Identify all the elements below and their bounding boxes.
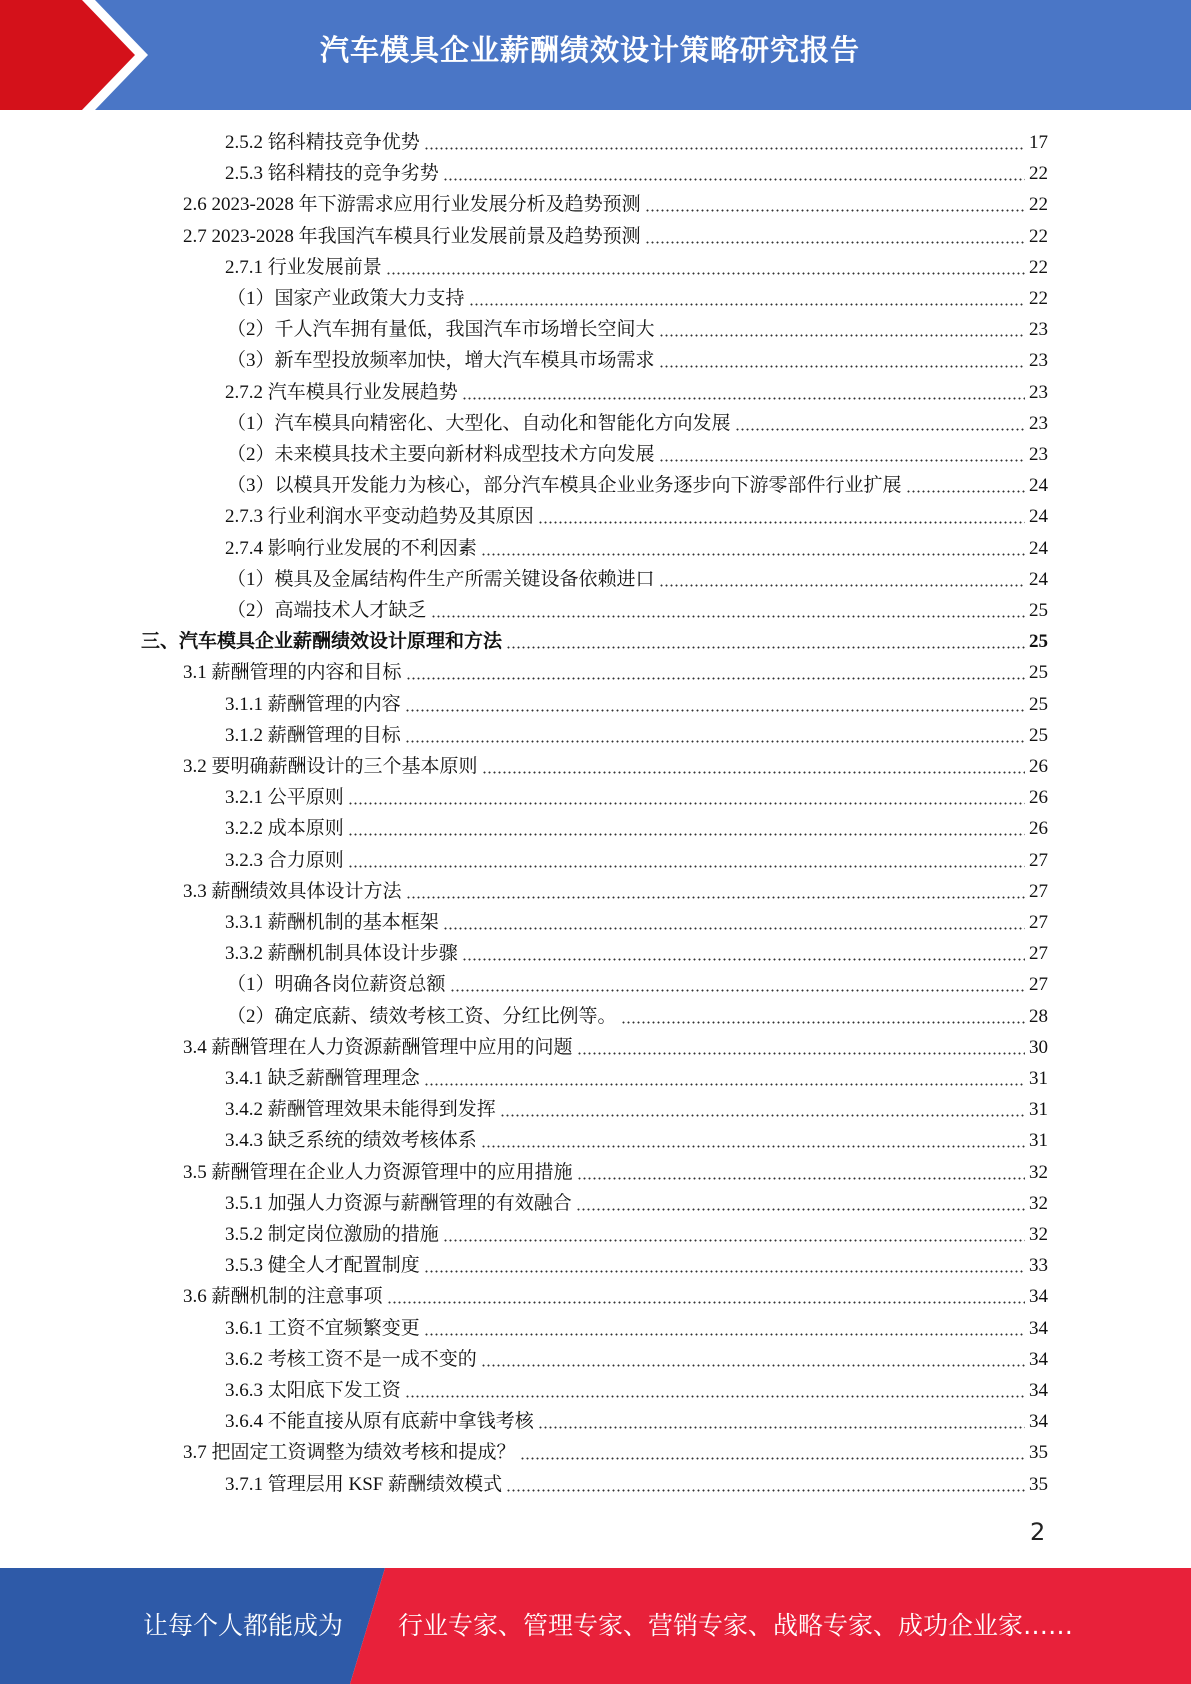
page-footer bbox=[0, 1568, 1191, 1684]
toc-dot-leader bbox=[386, 272, 1025, 275]
toc-entry-title: 3.4.1 缺乏薪酬管理理念 bbox=[225, 1068, 420, 1089]
toc-entry-title: 3.5.2 制定岗位激励的措施 bbox=[225, 1224, 439, 1245]
toc-entry-title: 2.7.2 汽车模具行业发展趋势 bbox=[225, 381, 458, 403]
toc-dot-leader bbox=[387, 1301, 1025, 1304]
page-header bbox=[0, 0, 1191, 110]
toc-entry[interactable] bbox=[225, 720, 1048, 751]
toc-entry-page: 27 bbox=[1029, 880, 1048, 902]
toc-dot-leader bbox=[450, 989, 1025, 992]
toc-entry-page: 17 bbox=[1029, 132, 1048, 153]
toc-dot-leader bbox=[482, 771, 1025, 774]
toc-entry-title: （1）明确各岗位薪资总额 bbox=[227, 974, 446, 996]
toc-entry-page: 33 bbox=[1029, 1255, 1048, 1277]
toc-entry-title: 3.2.1 公平原则 bbox=[225, 787, 344, 809]
toc-dot-leader bbox=[431, 615, 1025, 618]
toc-entry-title: 3.7 把固定工资调整为绩效考核和提成？ bbox=[183, 1442, 516, 1464]
toc-entry-page: 26 bbox=[1029, 756, 1048, 777]
toc-entry-page: 23 bbox=[1029, 444, 1048, 465]
toc-dot-leader bbox=[506, 646, 1025, 649]
toc-entry[interactable] bbox=[225, 1219, 1048, 1250]
toc-entry[interactable] bbox=[141, 626, 1048, 657]
toc-entry-page: 23 bbox=[1029, 412, 1048, 434]
toc-entry-title: 3.5.1 加强人力资源与薪酬管理的有效融合 bbox=[225, 1192, 572, 1214]
toc-entry-page: 23 bbox=[1029, 381, 1048, 403]
toc-entry-title: 3.4.3 缺乏系统的绩效考核体系 bbox=[225, 1130, 477, 1152]
toc-entry-page: 25 bbox=[1029, 724, 1048, 746]
toc-entry-title: （1）模具及金属结构件生产所需关键设备依赖进口 bbox=[227, 568, 655, 590]
toc-entry-page: 24 bbox=[1029, 475, 1048, 497]
toc-entry-page: 35 bbox=[1029, 1473, 1048, 1495]
toc-entry-title: 2.7.4 影响行业发展的不利因素 bbox=[225, 537, 477, 559]
toc-entry[interactable] bbox=[183, 876, 1048, 907]
toc-dot-leader bbox=[538, 521, 1025, 524]
toc-entry-title: 3.2.3 合力原则 bbox=[225, 849, 344, 871]
toc-entry-page: 25 bbox=[1029, 662, 1048, 684]
toc-entry[interactable] bbox=[227, 408, 1048, 439]
toc-entry[interactable] bbox=[225, 813, 1048, 844]
toc-entry-page: 28 bbox=[1029, 1005, 1048, 1027]
toc-entry-title: 3.6.3 太阳底下发工资 bbox=[225, 1380, 401, 1401]
toc-entry-page: 26 bbox=[1029, 818, 1048, 840]
toc-entry[interactable] bbox=[183, 1437, 1048, 1468]
toc-dot-leader bbox=[406, 896, 1025, 899]
toc-entry[interactable] bbox=[227, 1001, 1048, 1032]
toc-entry-page: 34 bbox=[1029, 1317, 1048, 1339]
toc-dot-leader bbox=[443, 178, 1025, 181]
toc-entry[interactable] bbox=[227, 470, 1048, 501]
toc-dot-leader bbox=[520, 1457, 1025, 1460]
toc-entry-page: 25 bbox=[1029, 631, 1048, 653]
toc-dot-leader bbox=[577, 1177, 1025, 1180]
toc-entry-title: 3.3 薪酬绩效具体设计方法 bbox=[183, 880, 402, 902]
toc-entry[interactable] bbox=[225, 1344, 1048, 1375]
toc-entry-page: 34 bbox=[1029, 1411, 1048, 1433]
toc-entry-title: （2）未来模具技术主要向新材料成型技术方向发展 bbox=[227, 444, 655, 465]
toc-entry[interactable] bbox=[225, 501, 1048, 532]
toc-entry[interactable] bbox=[225, 782, 1048, 813]
toc-entry-title: 2.7 2023-2028 年我国汽车模具行业发展前景及趋势预测 bbox=[183, 225, 641, 247]
footer-slogan-left: 让每个人都能成为 bbox=[143, 1611, 344, 1640]
toc-dot-leader bbox=[645, 209, 1025, 212]
toc-entry[interactable] bbox=[227, 314, 1048, 345]
toc-entry-page: 35 bbox=[1029, 1442, 1048, 1464]
toc-dot-leader bbox=[577, 1052, 1025, 1055]
toc-entry[interactable] bbox=[227, 283, 1048, 314]
toc-dot-leader bbox=[424, 1270, 1025, 1273]
toc-entry-page: 27 bbox=[1029, 943, 1048, 965]
toc-entry[interactable] bbox=[225, 845, 1048, 876]
toc-entry-title: 3.6.1 工资不宜频繁变更 bbox=[225, 1317, 420, 1339]
toc-entry-page: 34 bbox=[1029, 1380, 1048, 1401]
toc-dot-leader bbox=[405, 740, 1025, 743]
toc-dot-leader bbox=[735, 428, 1025, 431]
toc-entry[interactable] bbox=[225, 938, 1048, 969]
toc-dot-leader bbox=[424, 147, 1025, 150]
toc-entry-title: 3.5 薪酬管理在企业人力资源管理中的应用措施 bbox=[183, 1161, 573, 1183]
toc-entry-page: 22 bbox=[1029, 163, 1048, 185]
toc-entry-page: 25 bbox=[1029, 600, 1048, 621]
toc-dot-leader bbox=[659, 365, 1025, 368]
toc-entry-page: 24 bbox=[1029, 568, 1048, 590]
toc-dot-leader bbox=[906, 490, 1025, 493]
toc-entry-title: 3.3.2 薪酬机制具体设计步骤 bbox=[225, 943, 458, 965]
toc-entry[interactable] bbox=[183, 221, 1048, 252]
toc-entry-page: 31 bbox=[1029, 1099, 1048, 1121]
toc-dot-leader bbox=[424, 1333, 1025, 1336]
toc-entry-title: 3.2 要明确薪酬设计的三个基本原则 bbox=[183, 756, 478, 777]
toc-dot-leader bbox=[462, 958, 1025, 961]
toc-entry[interactable] bbox=[225, 907, 1048, 938]
toc-entry[interactable] bbox=[225, 1188, 1048, 1219]
toc-dot-leader bbox=[538, 1426, 1025, 1429]
toc-entry-page: 26 bbox=[1029, 787, 1048, 809]
toc-dot-leader bbox=[621, 1021, 1025, 1024]
toc-dot-leader bbox=[348, 802, 1025, 805]
toc-entry-page: 34 bbox=[1029, 1348, 1048, 1370]
toc-entry-title: （3）以模具开发能力为核心，部分汽车模具企业业务逐步向下游零部件行业扩展 bbox=[227, 475, 902, 497]
toc-dot-leader bbox=[405, 1395, 1025, 1398]
toc-entry-title: 2.7.3 行业利润水平变动趋势及其原因 bbox=[225, 506, 534, 528]
toc-entry[interactable] bbox=[183, 1032, 1048, 1063]
toc-entry[interactable] bbox=[227, 969, 1048, 1000]
toc-dot-leader bbox=[348, 865, 1025, 868]
toc-entry-title: 3.6.4 不能直接从原有底薪中拿钱考核 bbox=[225, 1411, 534, 1433]
toc-entry[interactable] bbox=[183, 1281, 1048, 1312]
toc-entry-page: 24 bbox=[1029, 537, 1048, 559]
toc-entry-title: 3.4 薪酬管理在人力资源薪酬管理中应用的问题 bbox=[183, 1036, 573, 1058]
toc-entry[interactable] bbox=[225, 1469, 1048, 1500]
toc-entry[interactable] bbox=[227, 439, 1048, 470]
toc-entry[interactable] bbox=[225, 252, 1048, 283]
toc-entry-page: 32 bbox=[1029, 1224, 1048, 1245]
footer-slogan-right: 行业专家、管理专家、营销专家、战略专家、成功企业家…… bbox=[398, 1611, 1074, 1640]
toc-entry[interactable] bbox=[225, 689, 1048, 720]
toc-entry-page: 22 bbox=[1029, 256, 1048, 278]
toc-entry-page: 27 bbox=[1029, 849, 1048, 871]
toc-entry[interactable] bbox=[227, 595, 1048, 626]
toc-entry[interactable] bbox=[227, 345, 1048, 376]
toc-dot-leader bbox=[645, 241, 1025, 244]
toc-dot-leader bbox=[469, 303, 1025, 306]
toc-entry-title: 2.6 2023-2028 年下游需求应用行业发展分析及趋势预测 bbox=[183, 194, 641, 216]
toc-entry-page: 27 bbox=[1029, 912, 1048, 933]
toc-entry-page: 22 bbox=[1029, 288, 1048, 309]
toc-dot-leader bbox=[348, 833, 1025, 836]
toc-entry[interactable] bbox=[225, 1250, 1048, 1281]
toc-entry-title: 3.1 薪酬管理的内容和目标 bbox=[183, 662, 402, 684]
toc-dot-leader bbox=[481, 553, 1025, 556]
toc-entry-page: 30 bbox=[1029, 1036, 1048, 1058]
toc-entry[interactable] bbox=[225, 127, 1048, 158]
toc-entry-title: 3.7.1 管理层用 KSF 薪酬绩效模式 bbox=[225, 1473, 503, 1495]
toc-entry[interactable] bbox=[183, 751, 1048, 782]
toc-entry-title: （2）确定底薪、绩效考核工资、分红比例等。 bbox=[227, 1005, 617, 1027]
toc-entry-title: 2.7.1 行业发展前景 bbox=[225, 256, 382, 278]
toc-entry[interactable] bbox=[225, 1125, 1048, 1156]
toc-dot-leader bbox=[500, 1114, 1025, 1117]
toc-entry-title: 三、汽车模具企业薪酬绩效设计原理和方法 bbox=[141, 631, 503, 653]
toc-entry-page: 24 bbox=[1029, 506, 1048, 528]
toc-entry-title: 2.5.2 铭科精技竞争优势 bbox=[225, 132, 420, 153]
toc-entry-title: （1）汽车模具向精密化、大型化、自动化和智能化方向发展 bbox=[227, 412, 731, 434]
toc-entry-page: 23 bbox=[1029, 350, 1048, 372]
toc-entry-page: 34 bbox=[1029, 1286, 1048, 1308]
toc-entry-title: （2）千人汽车拥有量低，我国汽车市场增长空间大 bbox=[227, 319, 655, 341]
toc-entry[interactable] bbox=[183, 189, 1048, 220]
toc-entry-title: 3.6 薪酬机制的注意事项 bbox=[183, 1286, 383, 1308]
toc-entry[interactable] bbox=[225, 1094, 1048, 1125]
toc-entry-title: 3.5.3 健全人才配置制度 bbox=[225, 1255, 420, 1277]
toc-dot-leader bbox=[424, 1083, 1025, 1086]
toc-entry[interactable] bbox=[225, 158, 1048, 189]
toc-dot-leader bbox=[443, 927, 1025, 930]
toc-entry[interactable] bbox=[225, 1313, 1048, 1344]
toc-entry-page: 32 bbox=[1029, 1192, 1048, 1214]
toc-dot-leader bbox=[443, 1239, 1025, 1242]
toc-entry-page: 22 bbox=[1029, 225, 1048, 247]
toc-entry[interactable] bbox=[225, 1406, 1048, 1437]
document-title: 汽车模具企业薪酬绩效设计策略研究报告 bbox=[320, 33, 861, 67]
toc-dot-leader bbox=[406, 677, 1025, 680]
toc-entry-page: 22 bbox=[1029, 194, 1048, 216]
toc-dot-leader bbox=[462, 397, 1025, 400]
toc-entry-title: 3.4.2 薪酬管理效果未能得到发挥 bbox=[225, 1099, 496, 1121]
toc-entry[interactable] bbox=[225, 1375, 1048, 1406]
toc-dot-leader bbox=[481, 1364, 1025, 1367]
toc-dot-leader bbox=[659, 584, 1025, 587]
toc-entry[interactable] bbox=[225, 377, 1048, 408]
toc-entry-title: 3.1.1 薪酬管理的内容 bbox=[225, 693, 401, 715]
toc-dot-leader bbox=[405, 709, 1025, 712]
toc-entry[interactable] bbox=[183, 1157, 1048, 1188]
toc-entry-title: 3.2.2 成本原则 bbox=[225, 818, 344, 840]
toc-entry[interactable] bbox=[225, 533, 1048, 564]
toc-entry-title: 3.6.2 考核工资不是一成不变的 bbox=[225, 1348, 477, 1370]
toc-entry-page: 25 bbox=[1029, 693, 1048, 715]
toc-entry-page: 32 bbox=[1029, 1161, 1048, 1183]
toc-entry-page: 31 bbox=[1029, 1130, 1048, 1152]
toc-dot-leader bbox=[506, 1489, 1025, 1492]
toc-entry-page: 23 bbox=[1029, 319, 1048, 341]
toc-entry-title: （3）新车型投放频率加快，增大汽车模具市场需求 bbox=[227, 350, 655, 372]
toc-dot-leader bbox=[659, 459, 1025, 462]
toc-entry-title: （1）国家产业政策大力支持 bbox=[227, 288, 465, 309]
toc-entry-page: 31 bbox=[1029, 1068, 1048, 1089]
toc-entry[interactable] bbox=[227, 564, 1048, 595]
toc-entry[interactable] bbox=[225, 1063, 1048, 1094]
page-number: 2 bbox=[1030, 1518, 1046, 1546]
toc-entry-title: 3.3.1 薪酬机制的基本框架 bbox=[225, 912, 439, 933]
toc-dot-leader bbox=[659, 334, 1025, 337]
toc-entry[interactable] bbox=[183, 657, 1048, 688]
toc-entry-title: （2）高端技术人才缺乏 bbox=[227, 600, 427, 621]
toc-entry-title: 2.5.3 铭科精技的竞争劣势 bbox=[225, 163, 439, 185]
toc-dot-leader bbox=[481, 1145, 1025, 1148]
toc-entry-page: 27 bbox=[1029, 974, 1048, 996]
toc-entry-title: 3.1.2 薪酬管理的目标 bbox=[225, 724, 401, 746]
toc-dot-leader bbox=[576, 1208, 1025, 1211]
